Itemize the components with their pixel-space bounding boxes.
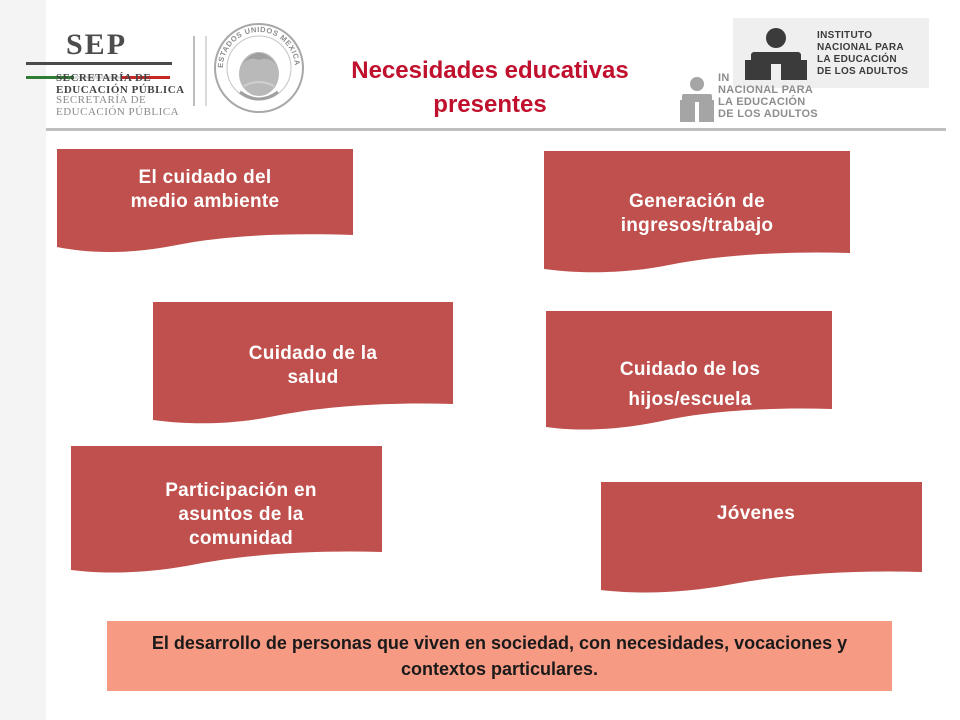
- footer-note: [107, 621, 892, 691]
- sep-name-line3: SECRETARÍA DE: [56, 94, 147, 106]
- inea-small-line1: IN: [718, 72, 730, 84]
- slide-title-line1: Necesidades educativas: [351, 57, 629, 84]
- inea-reader-icon-faded: [680, 76, 714, 124]
- sep-acronym: SEP: [66, 28, 128, 61]
- title-underline: [46, 128, 946, 131]
- inea-line2: NACIONAL PARA: [817, 42, 904, 53]
- sep-name-line4: EDUCACIÓN PÚBLICA: [56, 106, 180, 118]
- sep-rule: [26, 62, 172, 65]
- coat-of-arms-seal: [210, 20, 308, 120]
- inea-small-line3: LA EDUCACIÓN: [718, 96, 806, 108]
- logo-divider: [205, 36, 207, 106]
- need-card-health: [153, 302, 453, 426]
- sep-name-line1: SECRETARÍA DE: [56, 72, 152, 84]
- need-card-environment: [57, 149, 353, 253]
- sep-name-line2: EDUCACIÓN PÚBLICA: [56, 84, 185, 96]
- card-label: Cuidado de la salud: [248, 343, 378, 388]
- sep-logo: [22, 28, 192, 120]
- slide-title: [300, 54, 680, 122]
- card-label: El cuidado del medio ambiente: [130, 167, 280, 212]
- card-label: Generación de ingresos/trabajo: [620, 191, 774, 236]
- footer-note-text: El desarrollo de personas que viven en sociedad, con necesidades, vocaciones y contextos particulares.: [151, 633, 848, 679]
- inea-small-line2: NACIONAL PARA: [718, 84, 814, 96]
- inea-line3: LA EDUCACIÓN: [817, 54, 897, 65]
- need-card-youth: [601, 482, 922, 594]
- card-label: Cuidado de los hijos/escuela: [619, 359, 761, 410]
- inea-line1: INSTITUTO: [817, 30, 873, 41]
- need-card-children: [546, 311, 832, 433]
- document-shape: [601, 482, 922, 594]
- slide-title-line2: presentes: [433, 91, 547, 118]
- seal-inscription: ESTADOS UNIDOS MEXICA: [215, 24, 303, 69]
- inea-small-line4: DE LOS ADULTOS: [718, 108, 818, 120]
- card-label: Jóvenes: [716, 503, 796, 524]
- sep-flag-stripe: [26, 66, 172, 69]
- card-label: Participación en asuntos de la comunidad: [165, 480, 317, 549]
- inea-logo-faded: [680, 70, 830, 130]
- logo-divider: [193, 36, 195, 106]
- need-card-community: [71, 446, 382, 578]
- inea-line4: DE LOS ADULTOS: [817, 66, 909, 77]
- need-card-income: [544, 151, 850, 275]
